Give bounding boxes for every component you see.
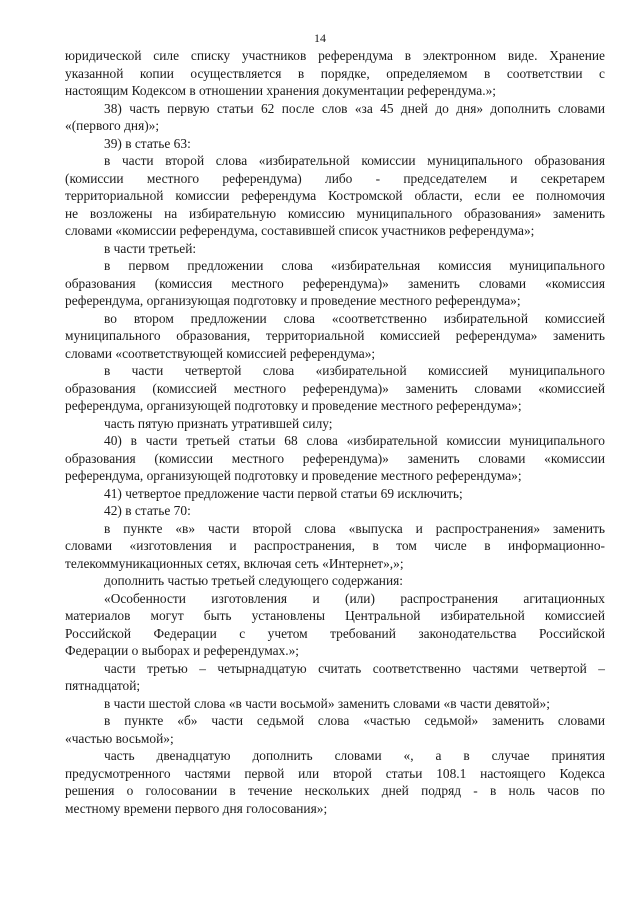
text-line: территориальной комиссии референдума Костромской области, если ее полномочия [65, 188, 605, 203]
text-line: 40) в части третьей статьи 68 слова «избирательной комиссии муниципального [104, 433, 605, 448]
text-line: настоящим Кодексом в отношении хранения документации референдума.»; [65, 83, 496, 98]
text-line: образования (комиссией местного референдума)» заменить словами «комиссией [65, 380, 605, 396]
text-line: Российской Федерации с учетом требований законодательства Российской [65, 625, 605, 641]
text-line: в части шестой слова «в части восьмой» заменить словами «в части девятой»; [104, 695, 550, 711]
text-line: «Особенности изготовления и (или) распространения агитационных [104, 590, 605, 606]
text-line: «частью восьмой»; [65, 730, 174, 746]
text-line: словами «соответствующей комиссией референдума»; [65, 345, 376, 361]
text-line: в части второй слова «избирательной комиссии муниципального образования [104, 153, 605, 168]
text-line: во втором предложении слова «соответственно избирательной комиссией [104, 310, 605, 326]
text-line: в первом предложении слова «избирательная комиссия муниципального [104, 258, 605, 273]
text-line: юридической силе списку участников референдума в электронном виде. Хранение [65, 48, 605, 63]
text-line: «(первого дня)»; [65, 118, 160, 133]
text-line: предусмотренного частями первой или второй статьи 108.1 настоящего Кодекса [65, 765, 605, 781]
text-line: в части третьей: [104, 240, 197, 256]
page-number: 14 [314, 31, 326, 45]
text-line: референдума, организующей подготовку и проведение местного референдума»; [65, 468, 522, 483]
document-body [65, 47, 605, 817]
text-line: 39) в статье 63: [104, 135, 191, 151]
text-line: в части четвертой слова «избирательной комиссией муниципального [104, 363, 605, 378]
text-line: 42) в статье 70: [104, 503, 191, 518]
text-line: референдума, организующей подготовку и проведение местного референдума»; [65, 398, 522, 413]
text-line: в пункте «в» части второй слова «выпуска и распространения» заменить [104, 520, 605, 536]
text-line: часть пятую признать утратившей силу; [104, 415, 333, 431]
text-line: словами «изготовления и распространения, в том числе в информационно- [65, 538, 605, 553]
text-line: материалов могут быть установлены Центральной избирательной комиссией [65, 608, 605, 623]
text-line: пятнадцатой; [65, 678, 141, 693]
text-line: дополнить частью третьей следующего содержания: [104, 573, 403, 588]
text-line: решения о голосовании в течение нескольких дней подряд - в ноль часов по [65, 783, 605, 798]
text-line: референдума, организующая подготовку и проведение местного референдума»; [65, 293, 521, 308]
text-line: телекоммуникационных сетях, включая сеть «Интернет»,»; [65, 555, 404, 571]
text-line: словами «комиссии референдума, составившей список участников референдума»; [65, 223, 535, 238]
text-line: 41) четвертое предложение части первой статьи 69 исключить; [104, 485, 463, 501]
text-line: 38) часть первую статьи 62 после слов «за 45 дней до дня» дополнить словами [104, 100, 605, 116]
text-line: (комиссии местного референдума) либо - председателем и секретарем [65, 170, 605, 186]
text-line: части третью – четырнадцатую считать соответственно частями четвертой – [104, 660, 605, 676]
text-line: Федерации о выборах и референдумах.»; [65, 643, 299, 658]
text-line: в пункте «б» части седьмой слова «частью седьмой» заменить словами [104, 713, 605, 728]
text-line: муниципального образования, территориальной комиссией референдума» заменить [65, 328, 605, 343]
text-line: указанной копии осуществляется в порядке, определяемом в соответствии с [65, 65, 605, 81]
text-line: часть двенадцатую дополнить словами «, а в случае принятия [104, 748, 605, 763]
text-line: образования (комиссия местного референдума)» заменить словами «комиссия [65, 275, 605, 291]
text-line: не возложены на избирательную комиссию муниципального образования» заменить [65, 205, 605, 221]
text-line: образования (комиссии местного референдума)» заменить словами «комиссии [65, 450, 605, 466]
text-line: местному времени первого дня голосования»; [65, 800, 328, 816]
